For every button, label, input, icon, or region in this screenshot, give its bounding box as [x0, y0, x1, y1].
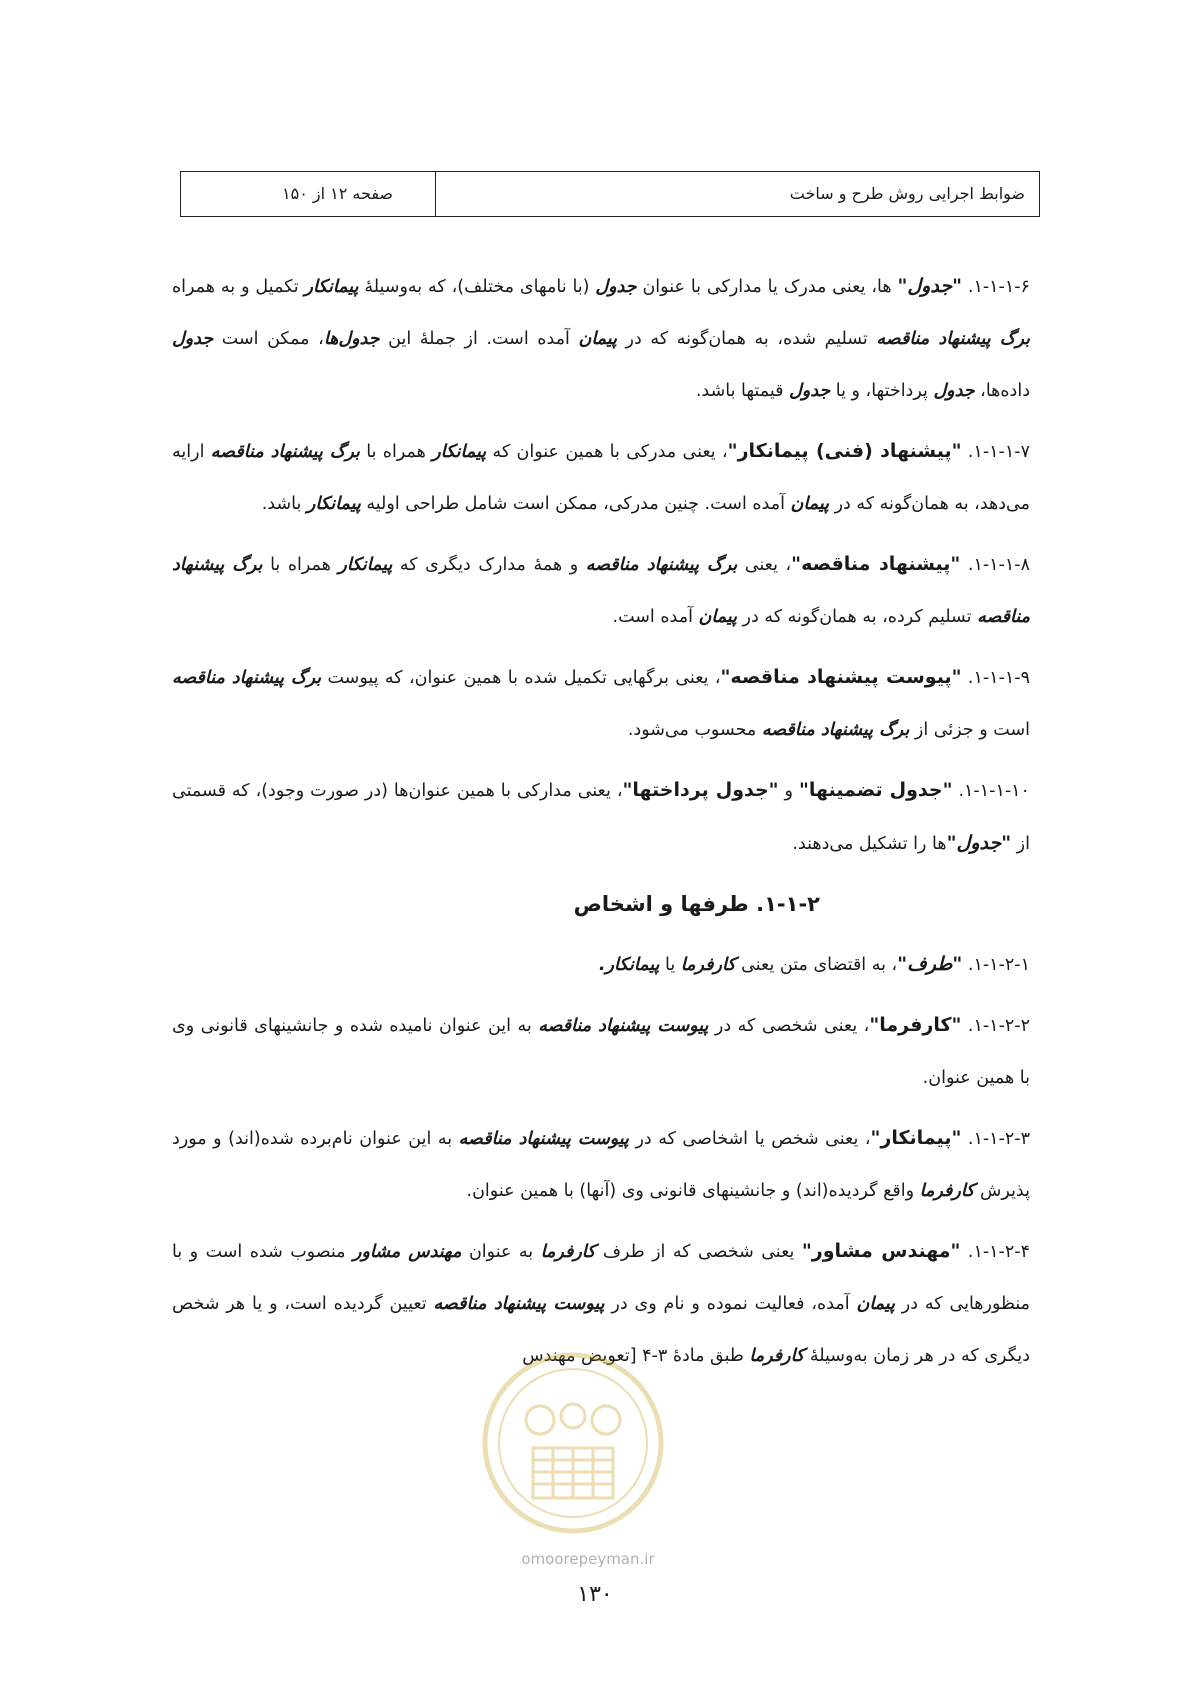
document-title: ضوابط اجرایی روش طرح و ساخت: [789, 184, 1025, 203]
key-term: جدول‌ها: [323, 329, 380, 349]
clause-text: محسوب می‌شود.: [627, 720, 762, 740]
clause-text: به عنوان: [461, 1242, 541, 1262]
clause-1-1-1-8: [172, 538, 1030, 643]
clause-text: و همۀ مدارک دیگری که: [392, 555, 586, 575]
clause-text: یعنی شخصی که از طرف: [595, 1242, 802, 1262]
clause-text: و: [778, 781, 799, 801]
key-term: جدول: [172, 329, 214, 349]
clause-text: طبق مادۀ ۳-۴ [تعویض مهندس: [522, 1346, 750, 1366]
key-term: پیمان: [856, 1294, 895, 1314]
clause-text: همراه با: [262, 555, 339, 575]
clause-text: ها را تشکیل می‌دهند.: [792, 834, 947, 854]
clause-number: ۱-۱-۱-۷.: [961, 442, 1030, 462]
key-term: کارفرما: [919, 1181, 975, 1201]
clause-1-1-2-1: [172, 938, 1030, 991]
key-term: پیمان: [790, 494, 829, 514]
key-term: پیمانکار: [338, 555, 393, 575]
key-term: پیمان: [698, 607, 737, 627]
clause-text: ، یعنی شخصی که در: [708, 1016, 870, 1036]
clause-1-1-1-6: [172, 260, 1030, 417]
section-heading: ۱-۱-۲. طرفها و اشخاص: [573, 892, 820, 916]
page-number: ۱۳۰: [577, 1582, 613, 1607]
clause-text: داده‌ها،: [974, 381, 1030, 401]
key-term: کارفرما: [540, 1242, 596, 1262]
clause-text: منصوب شده است و با منظورهایی که در: [172, 1242, 1031, 1314]
clause-number: ۱-۱-۱-۶.: [961, 277, 1030, 297]
key-term: برگ پیشنهاد مناقصه: [585, 555, 738, 575]
clause-text: پرداختها، و یا: [830, 381, 934, 401]
clause-text: تکمیل و به همراه: [172, 277, 305, 297]
document-body: [172, 260, 1030, 1390]
clause-text: ، به اقتضای متن یعنی: [735, 955, 898, 975]
clause-text: واقع گردیده(اند) و جانشینهای قانونی وی (آنها) با همین عنوان.: [466, 1181, 920, 1201]
key-term: جدول: [789, 381, 831, 401]
clause-number: ۱-۱-۱-۱۰.: [952, 781, 1030, 801]
clause-text: یا: [659, 955, 681, 975]
clause-text: قیمتها باشد.: [695, 381, 790, 401]
key-term: کارفرما: [680, 955, 736, 975]
defined-term: "طرف": [897, 953, 963, 975]
clause-text: به این عنوان نام‌برده شده(اند) و مورد پذیرش: [172, 1129, 1030, 1201]
watermark-seal-icon: [478, 1348, 668, 1538]
clause-text: همراه با: [359, 442, 433, 462]
defined-term: "جدول": [897, 275, 962, 297]
key-term: پیمانکار: [304, 277, 359, 297]
key-term: برگ پیشنهاد مناقصه: [210, 442, 360, 462]
clause-text: ارایه می‌دهد، به همان‌گونه که در: [172, 442, 1030, 514]
clause-text: تعیین گردیده است، و یا هر شخص دیگری که در هر زمان به‌وسیلۀ: [172, 1294, 1030, 1366]
clause-text: آمده، فعالیت نموده و نام وی در: [604, 1294, 857, 1314]
watermark-url: omoorepeyman.ir: [521, 1550, 655, 1568]
defined-term: "کارفرما": [869, 1014, 962, 1036]
defined-term: "پیمانکار": [870, 1127, 962, 1149]
key-term: برگ پیشنهاد مناقصه: [172, 555, 1030, 627]
clause-text: آمده است. از جملۀ این: [379, 329, 579, 349]
key-term: "جدول": [946, 832, 1012, 854]
clause-text: آمده است. چنین مدرکی، ممکن است شامل طراحی اولیه: [360, 494, 791, 514]
clause-1-1-1-7: [172, 425, 1030, 530]
key-term: پیوست پیشنهاد مناقصه: [538, 1016, 709, 1036]
clause-1-1-2-3: [172, 1112, 1030, 1217]
clause-text: ، یعنی مدرکی با همین عنوان که: [486, 442, 728, 462]
key-term: برگ پیشنهاد مناقصه: [172, 668, 322, 688]
clause-text: باشد.: [261, 494, 307, 514]
clause-text: ، ممکن است: [213, 329, 324, 349]
clause-1-1-1-9: [172, 651, 1030, 756]
key-term: پیمانکار.: [598, 955, 660, 975]
key-term: پیمانکار: [432, 442, 487, 462]
clause-text: است و جزئی از: [909, 720, 1030, 740]
key-term: پیوست پیشنهاد مناقصه: [458, 1129, 629, 1149]
defined-term: "جدول پرداختها": [622, 779, 779, 801]
key-term: پیمان: [578, 329, 617, 349]
defined-term: "پیشنهاد مناقصه": [791, 553, 961, 575]
defined-term: "مهندس مشاور": [801, 1240, 961, 1262]
key-term: برگ پیشنهاد مناقصه: [876, 329, 1030, 349]
clause-number: ۱-۱-۱-۹.: [961, 668, 1030, 688]
key-term: پیمانکار: [306, 494, 361, 514]
defined-term: "پیوست پیشنهاد مناقصه": [720, 666, 962, 688]
clause-text: ، یعنی برگهایی تکمیل شده با همین عنوان، که پیوست: [321, 668, 721, 688]
key-term: مهندس مشاور: [353, 1242, 462, 1262]
clause-text: تسلیم شده، به همان‌گونه که در: [616, 329, 877, 349]
key-term: جدول: [595, 277, 637, 297]
clause-text: آمده است.: [612, 607, 699, 627]
key-term: کارفرما: [749, 1346, 805, 1366]
clause-text: ، یعنی: [737, 555, 792, 575]
clause-number: ۱-۱-۱-۸.: [960, 555, 1030, 575]
defined-term: "پیشنهاد (فنی) پیمانکار": [727, 440, 962, 462]
key-term: پیوست پیشنهاد مناقصه: [433, 1294, 605, 1314]
clause-number: ۱-۱-۲-۳.: [961, 1129, 1030, 1149]
clause-text: ، یعنی شخص یا اشخاصی که در: [628, 1129, 871, 1149]
clause-1-1-1-10: [172, 764, 1030, 870]
clause-text: تسلیم کرده، به همان‌گونه که در: [736, 607, 978, 627]
defined-term: "جدول تضمینها": [798, 779, 953, 801]
clause-1-1-2-2: [172, 999, 1030, 1104]
page-header-table: [180, 171, 1040, 217]
clause-number: ۱-۱-۲-۲.: [961, 1016, 1030, 1036]
clause-text: ها، یعنی مدرک یا مدارکی با عنوان: [636, 277, 898, 297]
key-term: برگ پیشنهاد مناقصه: [761, 720, 910, 740]
key-term: جدول: [933, 381, 975, 401]
clause-number: ۱-۱-۲-۴.: [960, 1242, 1030, 1262]
clause-number: ۱-۱-۲-۱.: [962, 955, 1030, 975]
page-counter: صفحه ۱۲ از ۱۵۰: [181, 172, 436, 216]
clause-text: به این عنوان نامیده شده و جانشینهای قانونی وی با همین عنوان.: [172, 1016, 1030, 1088]
clause-text: ، یعنی مدارکی با همین عنوان‌ها (در صورت وجود)، که قسمتی از: [172, 781, 1030, 854]
clause-text: (با نامهای مختلف)، که به‌وسیلۀ: [358, 277, 596, 297]
